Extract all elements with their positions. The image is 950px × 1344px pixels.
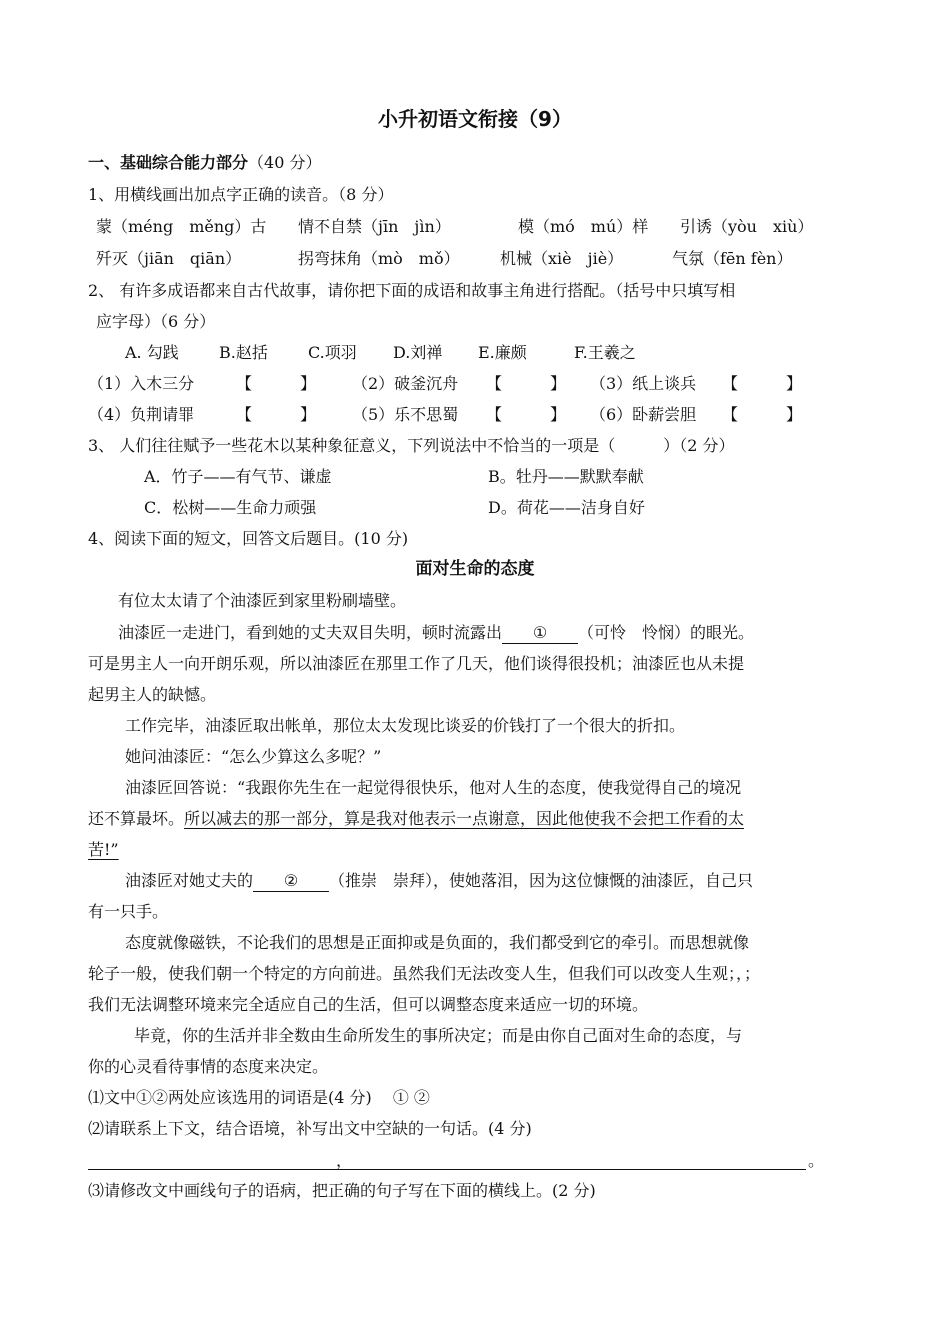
- q2-pair-label: （6）卧薪尝胆: [590, 405, 697, 424]
- passage-paragraph: 态度就像磁铁，不论我们的思想是正面抑或是负面的，我们都受到它的牵引。而思想就像: [125, 933, 750, 952]
- passage-text: 油漆匠一走进门，看到她的丈夫双目失明，顿时流露出: [118, 623, 503, 642]
- blank-2[interactable]: ②: [253, 871, 329, 892]
- q1-item: 拐弯抹角（mò mǒ）: [298, 249, 460, 268]
- passage-line: 轮子一般，使我们朝一个特定的方向前进。虽然我们无法改变人生，但我们可以改变人生观；，；: [88, 964, 761, 983]
- q1-item: 蒙（méng měng）古: [96, 217, 267, 236]
- section-heading-text: 一、基础综合能力部分: [88, 153, 249, 172]
- q1-item: 模（mó mú）样: [518, 217, 649, 236]
- page-title: 小升初语文衔接（9）: [378, 107, 572, 131]
- q2-pair-label: （1）入木三分: [88, 374, 195, 393]
- q3-option-d: D。荷花——洁身自好: [488, 498, 645, 517]
- q1-item: 情不自禁（jīn jìn）: [298, 217, 451, 236]
- passage-text: （推崇 崇拜），使她落泪，因为这位慷慨的油漆匠，自己只: [329, 871, 754, 890]
- q1-item: 歼灭（jiān qiān）: [96, 249, 242, 268]
- answer-period: 。: [808, 1151, 825, 1170]
- passage-line: 你的心灵看待事情的态度来决定。: [88, 1057, 329, 1076]
- passage-paragraph: 毕竟，你的生活并非全数由生命所发生的事所决定；而是由你自己面对生命的态度，与: [134, 1026, 743, 1045]
- q2-answer-bracket[interactable]: 【 】: [236, 374, 317, 393]
- passage-paragraph: 工作完毕，油漆匠取出帐单，那位太太发现比谈妥的价钱打了一个很大的折扣。: [125, 716, 686, 735]
- passage-line: 有一只手。: [88, 902, 169, 921]
- answer-comma: ，: [336, 1151, 353, 1170]
- section-heading: [88, 152, 321, 174]
- q2-option: B.赵括: [219, 343, 268, 362]
- q2-answer-bracket[interactable]: 【 】: [486, 374, 567, 393]
- q2-pair-label: （3）纸上谈兵: [590, 374, 697, 393]
- passage-text: 还不算最坏。: [88, 809, 185, 828]
- q2-stem: 2、 有许多成语都来自古代故事，请你把下面的成语和故事主角进行搭配。（括号中只填写相: [88, 281, 736, 300]
- q2-stem-cont: 应字母）（6 分）: [96, 312, 216, 331]
- passage-paragraph: [118, 622, 754, 644]
- passage-text: 油漆匠对她丈夫的: [125, 871, 254, 890]
- q2-answer-bracket[interactable]: 【 】: [236, 405, 317, 424]
- passage-title: 面对生命的态度: [415, 559, 535, 579]
- q2-answer-bracket[interactable]: 【 】: [722, 374, 803, 393]
- q2-answer-bracket[interactable]: 【 】: [722, 405, 803, 424]
- underlined-sentence: 所以减去的那一部分，算是我对他表示一点谢意，因此他使我不会把工作看的太: [184, 809, 745, 828]
- q3-stem: 3、 人们往往赋予一些花木以某种象征意义，下列说法中不恰当的一项是（ ）（2 分）: [88, 436, 735, 455]
- q1-stem: 1、用横线画出加点字正确的读音。（8 分）: [88, 185, 394, 204]
- q2-option: F.王羲之: [574, 343, 636, 362]
- passage-paragraph: [125, 870, 753, 892]
- passage-paragraph: 她问油漆匠：“怎么少算这么多呢？”: [125, 747, 382, 766]
- q1-item: 引诱（yòu xiù）: [680, 217, 814, 236]
- q2-pair-label: （5）乐不思蜀: [352, 405, 459, 424]
- q2-option: A. 勾践: [125, 343, 179, 362]
- answer-line[interactable]: [88, 1169, 806, 1170]
- q4-stem: 4、阅读下面的短文，回答文后题目。(10 分): [88, 529, 409, 548]
- q2-option: E.廉颇: [478, 343, 527, 362]
- q2-pair-label: （2）破釜沉舟: [352, 374, 459, 393]
- q1-item: 机械（xiè jiè）: [500, 249, 624, 268]
- q1-item: 气氛（fēn fèn）: [672, 249, 793, 268]
- sub-question-3: ⑶请修改文中画线句子的语病，把正确的句子写在下面的横线上。(2 分): [88, 1181, 596, 1200]
- q2-option: C.项羽: [308, 343, 357, 362]
- passage-paragraph: 油漆匠回答说：“我跟你先生在一起觉得很快乐，他对人生的态度，使我觉得自己的境况: [125, 778, 742, 797]
- passage-line: 可是男主人一向开朗乐观，所以油漆匠在那里工作了几天，他们谈得很投机；油漆匠也从未提: [88, 654, 745, 673]
- passage-line: 起男主人的缺憾。: [88, 685, 217, 704]
- q2-answer-bracket[interactable]: 【 】: [486, 405, 567, 424]
- q3-option-a: A．竹子——有气节、谦虚: [144, 467, 332, 486]
- passage-text: （可怜 怜悯）的眼光。: [578, 623, 755, 642]
- sub-question-1: ⑴文中①②两处应该选用的词语是(4 分) ① ②: [88, 1088, 430, 1107]
- sub-question-2: ⑵请联系上下文，结合语境，补写出文中空缺的一句话。(4 分): [88, 1119, 532, 1138]
- q3-option-b: B。牡丹——默默奉献: [488, 467, 644, 486]
- q2-option: D.刘禅: [393, 343, 443, 362]
- q3-option-c: C．松树——生命力顽强: [144, 498, 317, 517]
- q2-pair-label: （4）负荆请罪: [88, 405, 195, 424]
- section-score: （40 分）: [248, 153, 322, 172]
- passage-line: [88, 808, 744, 830]
- passage-paragraph: 有位太太请了个油漆匠到家里粉刷墙壁。: [118, 591, 407, 610]
- blank-1[interactable]: ①: [502, 623, 578, 644]
- underlined-sentence-end: 苦!”: [88, 840, 119, 859]
- passage-line: 我们无法调整环境来完全适应自己的生活，但可以调整态度来适应一切的环境。: [88, 995, 649, 1014]
